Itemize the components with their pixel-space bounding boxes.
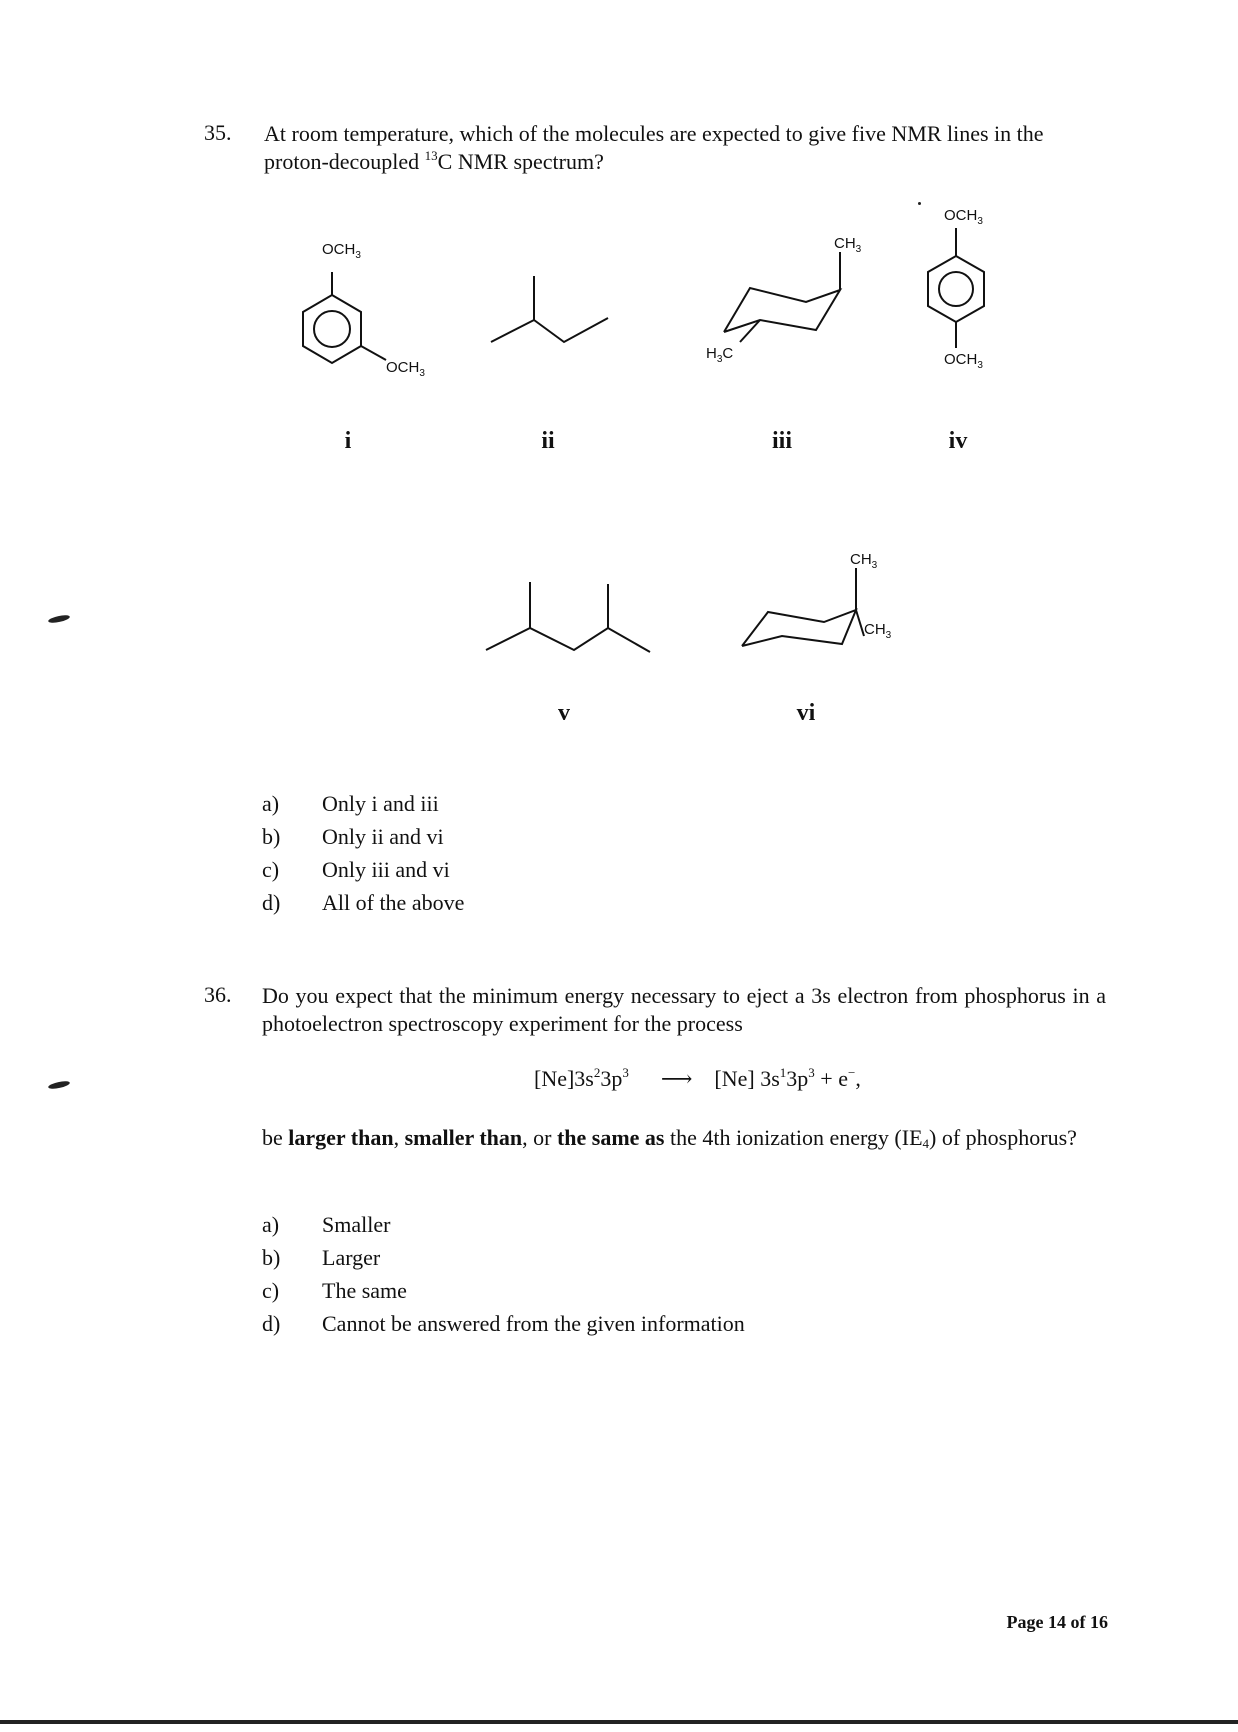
page-number: Page 14 of 16	[1006, 1612, 1108, 1632]
molecule-v-label: v	[558, 700, 570, 726]
molecule-iii-ch3: $CH_3$	[834, 235, 862, 255]
reaction-arrow-icon: ⟶	[660, 1066, 693, 1091]
molecule-v	[484, 578, 654, 658]
molecule-vi-ch3-equatorial: $CH_3$	[864, 621, 892, 641]
q36-option-a[interactable]: a) Smaller	[262, 1211, 391, 1237]
q35-option-a[interactable]: a) Only i and iii	[262, 790, 439, 816]
molecule-i	[280, 232, 450, 382]
scan-mark	[48, 1080, 71, 1090]
scan-mark	[48, 614, 71, 624]
q35-option-c[interactable]: c) Only iii and vi	[262, 856, 450, 882]
q36-equation	[534, 1066, 861, 1092]
molecule-iv-label: iv	[948, 428, 968, 454]
molecule-iii	[700, 230, 880, 370]
q36-option-d[interactable]: d) Cannot be answered from the given information	[262, 1310, 745, 1336]
equation-product: [Ne] $3s^13p^3 + e^-$,	[714, 1065, 861, 1091]
q35-option-d[interactable]: d) All of the above	[262, 889, 465, 915]
molecule-iv	[900, 202, 1020, 402]
molecule-i-label: i	[344, 428, 352, 454]
q36-question: be larger than, smaller than, or the same as the 4th ionization energy $(IE_4)$ of phosphorus?	[262, 1125, 1077, 1151]
molecule-vi	[736, 548, 916, 658]
equation-reactant: $[Ne]3s^23p^3$	[534, 1065, 629, 1091]
q36-option-c[interactable]: c) The same	[262, 1277, 407, 1303]
q36-options	[262, 1208, 745, 1340]
q35-options	[262, 787, 464, 919]
scan-mark	[918, 202, 921, 205]
molecule-iii-label: iii	[771, 428, 792, 454]
q36-option-b[interactable]: b) Larger	[262, 1244, 381, 1270]
molecule-vi-label: vi	[796, 700, 816, 726]
molecule-ii	[488, 270, 618, 350]
q35-number: 35.	[204, 120, 232, 145]
molecule-i-och3-meta: $OCH_3$	[386, 359, 425, 379]
molecule-ii-label: ii	[541, 428, 555, 454]
molecule-iii-h3c: $H_3C$	[706, 345, 734, 365]
molecule-i-och3-top: $OCH_3$	[322, 241, 361, 261]
q36-number: 36.	[204, 982, 232, 1007]
q36-text: Do you expect that the minimum energy necessary to eject a 3s electron from phosphorus in a photoelectron spectroscopy experiment for the process	[262, 983, 1106, 1036]
q35-text: At room temperature, which of the molecules are expected to give five NMR lines in the proton-decoupled $^{13}$C NMR spectrum?	[264, 121, 1044, 174]
q35-option-b[interactable]: b) Only ii and vi	[262, 823, 444, 849]
molecule-vi-ch3-axial: $CH_3$	[850, 551, 878, 571]
molecule-iv-och3-bottom: $OCH_3$	[944, 351, 983, 371]
molecule-iv-och3-top: $OCH_3$	[944, 207, 983, 227]
bottom-rule	[0, 1720, 1238, 1724]
